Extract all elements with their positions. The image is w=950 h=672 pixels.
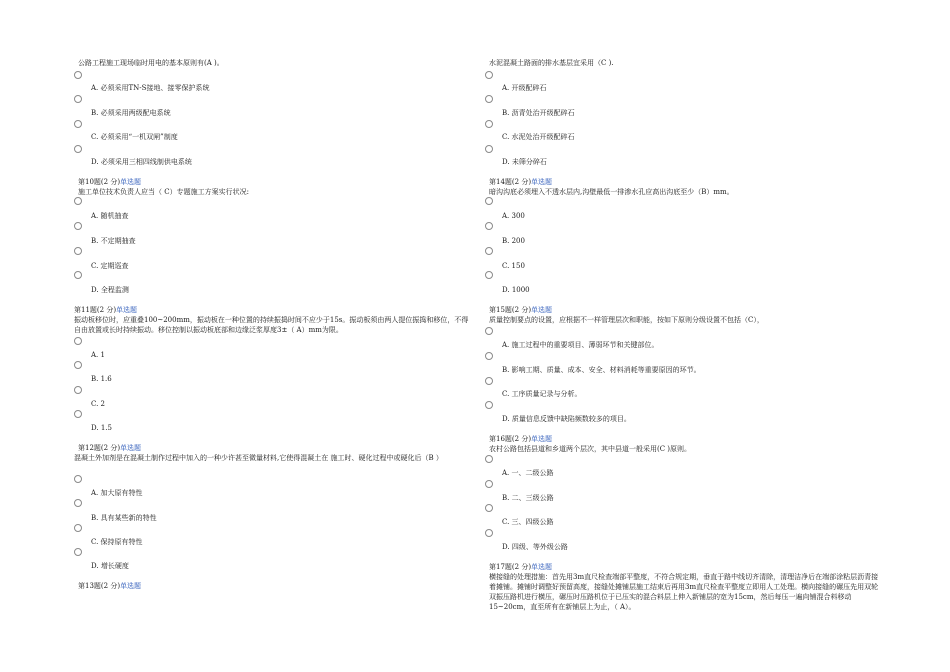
question-14 [489,177,909,197]
question-10 [78,177,478,197]
option-c: C. 工序质量记录与分析。 [502,390,582,398]
option-b-radio[interactable] [485,352,493,360]
question-header [74,443,470,453]
option-d-radio[interactable] [74,145,82,153]
option-c: C. 三、四级公路 [502,518,554,526]
question-number: 第14题(2 分) [489,178,532,186]
option-b-radio[interactable] [74,222,82,230]
question-13 [78,581,474,591]
question-number: 第13题(2 分) [78,582,121,590]
option-a-radio[interactable] [485,327,493,335]
question-text: 混凝土外加剂是在混凝土制作过程中加入的一种少许甚至微量材料,它使得混凝土在 施工时、硬化过程中或硬化后（B ） [74,454,443,462]
question-16 [489,434,909,454]
option-d: D. 未筛分碎石 [502,158,547,166]
option-b: B. 二、三级公路 [502,494,554,502]
option-a: A. 1 [91,351,105,359]
option-d-radio[interactable] [74,548,82,556]
option-a-radio[interactable] [485,455,493,463]
option-a-radio[interactable] [74,71,82,79]
option-d: D. 1000 [502,286,530,294]
question-17 [489,562,885,612]
option-a: A. 随机抽查 [91,212,129,220]
option-a-radio[interactable] [74,475,82,483]
option-c-radio[interactable] [74,524,82,532]
question-type: 单选题 [120,582,142,590]
question-text: 质量控制要点的设置，应根据不一样管理层次和职能，按如下原则分级设置不包括（C）， [489,316,764,324]
question-header [489,434,909,444]
option-c-radio[interactable] [485,504,493,512]
option-c: C. 必须采用“一机双闸”制度 [91,133,178,141]
question-number: 第15题(2 分) [489,306,532,314]
question-text: 暗沟沟底必须埋入不透水层内,沟壁最低一排渗水孔应高出沟底至少（B）mm。 [489,188,734,196]
option-a-radio[interactable] [485,197,493,205]
option-b-radio[interactable] [485,95,493,103]
question-type: 单选题 [120,178,142,186]
option-d-radio[interactable] [74,271,82,279]
question-type: 单选题 [531,435,553,443]
option-d: D. 必须采用三相四线制供电系统 [91,158,192,166]
question-type: 单选题 [531,563,553,571]
option-b-radio[interactable] [485,222,493,230]
option-d: D. 质量信息反馈中缺陷频数较多的项目。 [502,415,631,423]
question-text: 振动板移位时，应重叠100~200mm，振动板在一种位置的持续振捣时间不应少于15s。振动板须由两人提位振捣和移位，不得自由放置或长时持续振动。移位控制以振动板底部和边缘泛浆厚度3±（ A）mm为限。 [74,316,469,334]
option-a-radio[interactable] [485,71,493,79]
option-b: B. 1.6 [91,375,112,383]
question-number: 第11题(2 分) [74,306,117,314]
question-13-continued [489,58,889,68]
option-b: B. 影响工期、质量、成本、安全、材料消耗等重要原因的环节。 [502,366,701,374]
option-c: C. 150 [502,262,525,270]
option-d-radio[interactable] [485,529,493,537]
option-b-radio[interactable] [74,361,82,369]
question-header [489,177,909,187]
option-c-radio[interactable] [74,247,82,255]
question-text: 横接缝的处理措施：首先用3m直尺检查端部平整度，不符合规定期，垂直于路中线切齐清除，清理洁净后在端部涂粘层沥青接着摊铺。摊铺时调整好预留高度，接缝处摊铺层施工结束后再用3m直尺检查平整度立即用人工处理。横向接缝的碾压先用双轮双振压路机进行横压，碾压时压路机位于已压实的混合料层上伸入新铺层的宽为15cm，然后每压一遍向铺混合料移动15~20cm，直至所有在新铺层上为止，（ A）。 [489,573,879,611]
option-c: C. 定期巡查 [91,262,129,270]
question-type: 单选题 [531,178,553,186]
question-header [74,305,470,315]
question-15 [489,305,909,325]
option-b: B. 不定期抽查 [91,237,136,245]
option-d: D. 1.5 [91,424,112,432]
option-a-radio[interactable] [74,337,82,345]
option-b: B. 200 [502,237,525,245]
option-b-radio[interactable] [485,480,493,488]
option-b-radio[interactable] [74,95,82,103]
option-b: B. 具有某些新的特性 [91,514,157,522]
option-d-radio[interactable] [74,410,82,418]
question-header [78,581,474,591]
question-header [489,562,885,572]
question-number: 第10题(2 分) [78,178,121,186]
option-c-radio[interactable] [485,377,493,385]
option-d: D. 全程监测 [91,286,129,294]
option-a-radio[interactable] [74,197,82,205]
option-c: C. 2 [91,400,106,408]
question-header [489,305,909,315]
question-text: 施工单位技术负责人应当（ C）专题施工方案实行状况: [78,188,249,196]
option-c-radio[interactable] [485,120,493,128]
question-header [78,177,478,187]
question-text: 公路工程施工现场临时用电的基本原则有(A )。 [78,59,224,67]
question-9-continued [78,58,478,68]
question-11 [74,305,470,335]
question-text: 水泥混凝土路面的排水基层宜采用（C ). [489,59,614,67]
question-number: 第17题(2 分) [489,563,532,571]
option-c: C. 保持原有特性 [91,538,143,546]
option-b-radio[interactable] [74,499,82,507]
option-a: A. 一、二级公路 [502,469,554,477]
question-12 [74,443,470,463]
option-c-radio[interactable] [74,386,82,394]
option-c-radio[interactable] [74,120,82,128]
question-number: 第16题(2 分) [489,435,532,443]
question-type: 单选题 [531,306,553,314]
option-d: D. 四级、等外级公路 [502,543,568,551]
option-d-radio[interactable] [485,401,493,409]
question-text: 农村公路包括县道和乡道两个层次，其中县道一般采用(C )原则。 [489,445,692,453]
question-type: 单选题 [116,306,138,314]
option-a: A. 必须采用TN-S接地、接零保护系统 [91,84,210,92]
option-a: A. 300 [502,212,525,220]
question-number: 第12题(2 分) [78,444,121,452]
option-d-radio[interactable] [485,145,493,153]
question-type: 单选题 [120,444,142,452]
option-b: B. 沥青处治开级配碎石 [502,109,575,117]
option-d: D. 增长硬度 [91,562,129,570]
option-a: A. 加大原有特性 [91,489,143,497]
option-c-radio[interactable] [485,247,493,255]
option-c: C. 水泥处治开级配碎石 [502,133,575,141]
option-d-radio[interactable] [485,271,493,279]
option-b: B. 必须采用两级配电系统 [91,109,171,117]
option-a: A. 开级配碎石 [502,84,547,92]
option-a: A. 施工过程中的重要项目、薄弱环节和关键部位。 [502,341,659,349]
